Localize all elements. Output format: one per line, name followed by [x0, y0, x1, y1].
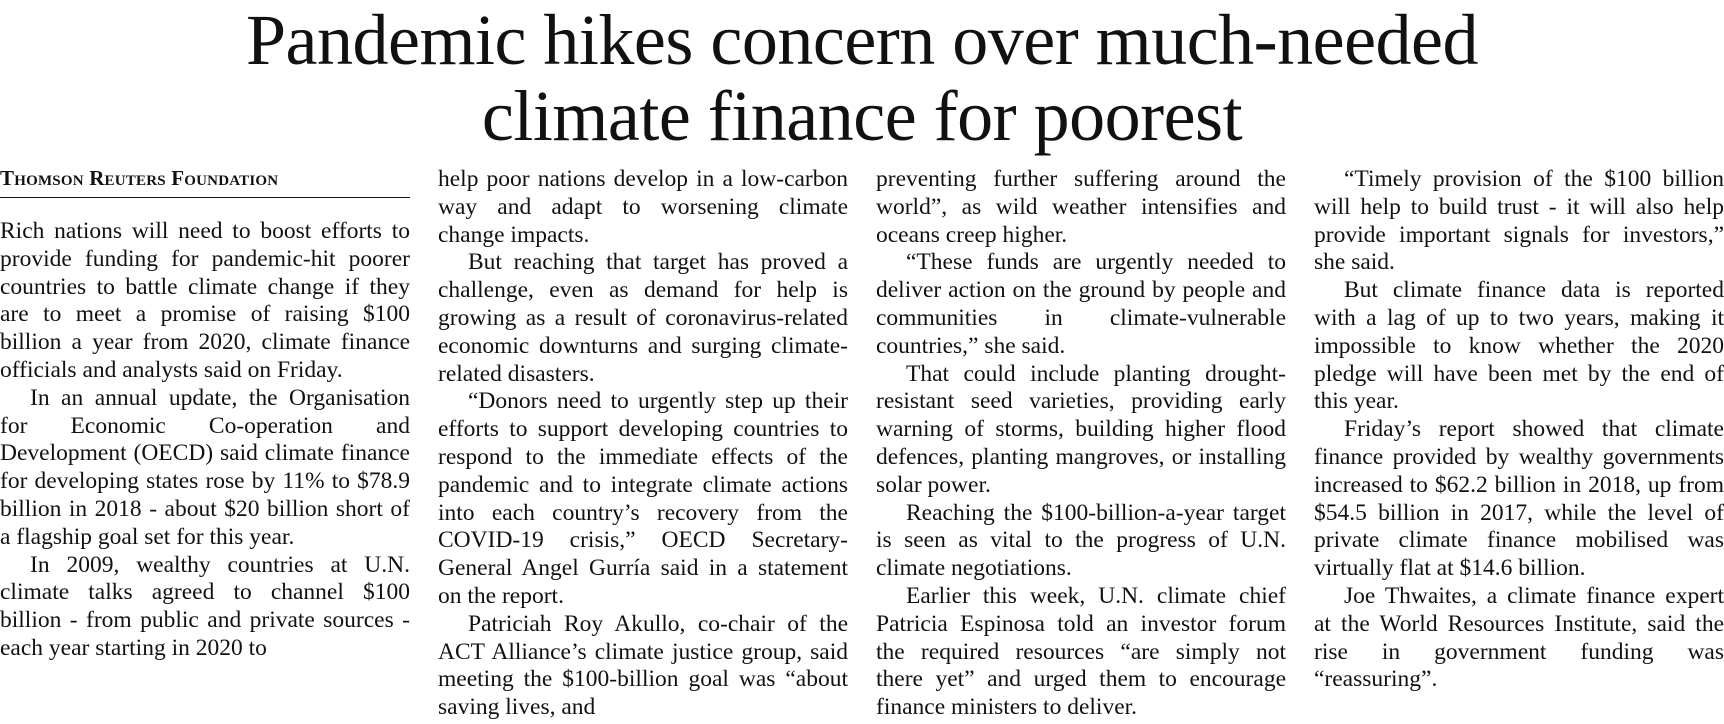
paragraph: preventing further suffering around the world”, as wild weather intensifies and oceans creep higher.	[876, 166, 1286, 248]
paragraph: Joe Thwaites, a climate finance expert at the World Resources Institute, said the rise in government funding was “reassuring”.	[1314, 582, 1724, 693]
paragraph: Patriciah Roy Akullo, co-chair of the ACT Alliance’s climate justice group, said meeting the $100-billion goal was “about saving lives, and	[438, 610, 848, 721]
column-1	[0, 166, 410, 663]
paragraph: Reaching the $100-billion-a-year target is seen as vital to the progress of U.N. climate negotiations.	[876, 499, 1286, 582]
byline: Thomson Reuters Foundation	[0, 166, 410, 198]
paragraph: But reaching that target has proved a challenge, even as demand for help is growing as a result of coronavirus-related economic downturns and surging climate-related disasters.	[438, 249, 848, 387]
paragraph: “Donors need to urgently step up their efforts to support developing countries to respond to the immediate effects of the pandemic and to integrate climate actions into each country’s recovery from the COVID-19 crisis,” OECD Secretary-General Angel Gurría said in a statement on the report.	[438, 388, 848, 609]
paragraph: But climate finance data is reported with a lag of up to two years, making it impossible to know whether the 2020 pledge will have been met by the end of this year.	[1314, 277, 1724, 415]
headline-line-1: Pandemic hikes concern over much-needed	[246, 0, 1478, 80]
paragraph: In an annual update, the Organisation for Economic Co-operation and Development (OECD) said climate finance for developing states rose by 11% to $78.9 billion in 2018 - about $20 billion short of a flagship goal set for this year.	[0, 384, 410, 550]
column-2	[438, 166, 848, 722]
headline-line-2: climate finance for poorest	[481, 76, 1243, 156]
paragraph: That could include planting drought-resistant seed varieties, providing early warning of storms, building higher flood defences, planting mangroves, or installing solar power.	[876, 360, 1286, 498]
article-headline	[0, 2, 1724, 154]
column-4	[1314, 166, 1724, 694]
paragraph: “These funds are urgently needed to deliver action on the ground by people and communities in climate-vulnerable countries,” she said.	[876, 249, 1286, 359]
article-body	[0, 166, 1724, 722]
paragraph: Earlier this week, U.N. climate chief Patricia Espinosa told an investor forum the required resources “are simply not there yet” and urged them to encourage finance ministers to deliver.	[876, 582, 1286, 721]
paragraph: In 2009, wealthy countries at U.N. climate talks agreed to channel $100 billion - from public and private sources - each year starting in 2020 to	[0, 551, 410, 661]
paragraph: Rich nations will need to boost efforts to provide funding for pandemic-hit poorer countries to battle climate change if they are to meet a promise of raising $100 billion a year from 2020, climate finance officials and analysts said on Friday.	[0, 218, 410, 383]
paragraph: Friday’s report showed that climate finance provided by wealthy governments increased to $62.2 billion in 2018, up from $54.5 billion in 2017, while the level of private climate finance mobilised was virtually flat at $14.6 billion.	[1314, 416, 1724, 582]
paragraph: help poor nations develop in a low-carbon way and adapt to worsening climate change impacts.	[438, 166, 848, 248]
column-3	[876, 166, 1286, 722]
paragraph: “Timely provision of the $100 billion will help to build trust - it will also help provide important signals for investors,” she said.	[1314, 166, 1724, 276]
